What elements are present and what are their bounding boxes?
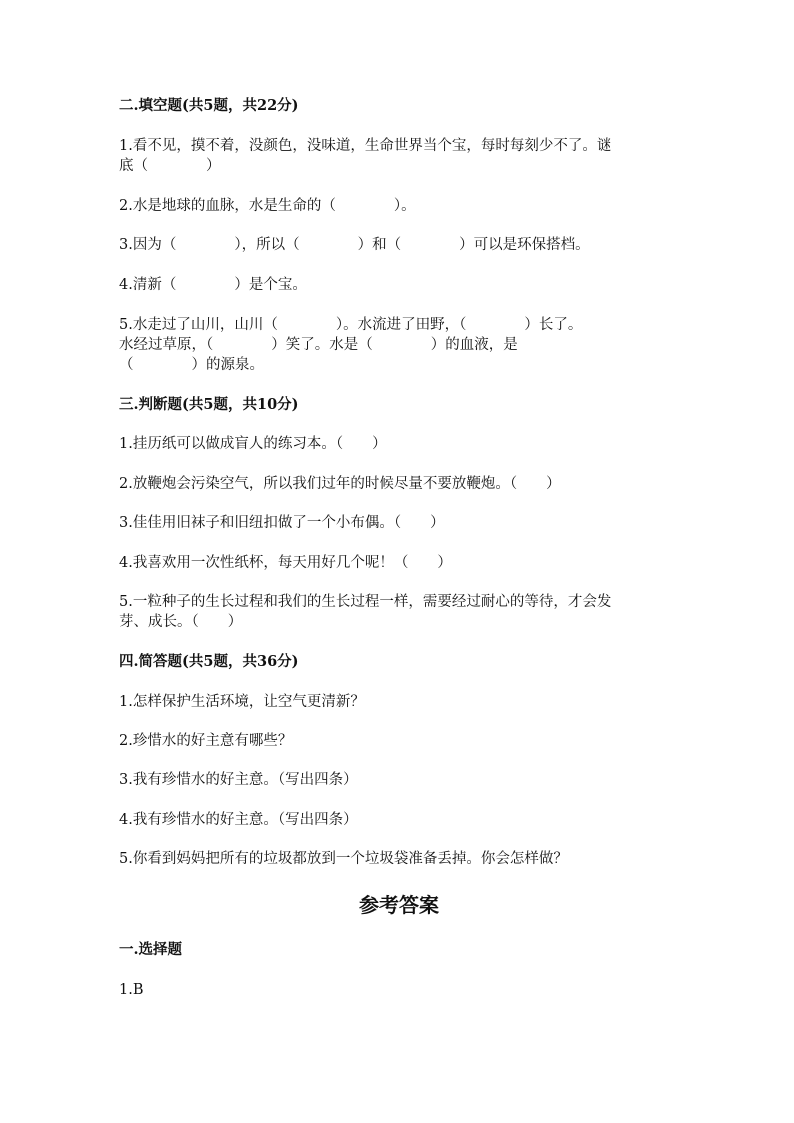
question-fill-5-line1: 5.水走过了山川，山川（ ）。水流进了田野，（ ）长了。 [119, 317, 583, 333]
question-fill-5-line3: （ ）的源泉。 [119, 357, 264, 373]
question-judge-4: 4.我喜欢用一次性纸杯，每天用好几个呢！（ ） [119, 555, 452, 571]
section-heading-short: 四.简答题(共5题，共36分) [119, 653, 299, 670]
question-judge-5-line2: 芽、成长。（ ） [119, 614, 243, 630]
question-fill-1-line2: 底（ ） [119, 158, 221, 174]
question-short-1: 1.怎样保护生活环境，让空气更清新？ [119, 694, 365, 710]
question-fill-3: 3.因为（ ），所以（ ）和（ ）可以是环保搭档。 [119, 237, 590, 253]
question-short-5: 5.你看到妈妈把所有的垃圾都放到一个垃圾袋准备丢掉。你会怎样做？ [119, 851, 568, 867]
answer-section-heading: 一.选择题 [119, 941, 183, 958]
answer-item-1: 1.B [119, 982, 144, 998]
question-judge-5-line1: 5.一粒种子的生长过程和我们的生长过程一样，需要经过耐心的等待，才会发 [119, 594, 612, 610]
question-judge-3: 3.佳佳用旧袜子和旧纽扣做了一个小布偶。（ ） [119, 515, 445, 531]
section-heading-judge: 三.判断题(共5题，共10分) [119, 396, 299, 413]
question-judge-2: 2.放鞭炮会污染空气，所以我们过年的时候尽量不要放鞭炮。（ ） [119, 476, 561, 492]
question-short-4: 4.我有珍惜水的好主意。（写出四条） [119, 812, 358, 828]
question-short-3: 3.我有珍惜水的好主意。（写出四条） [119, 772, 358, 788]
question-fill-5-line2: 水经过草原，（ ）笑了。水是（ ）的血液，是 [119, 337, 518, 353]
question-fill-1-line1: 1.看不见，摸不着，没颜色，没味道，生命世界当个宝，每时每刻少不了。谜 [119, 138, 612, 154]
section-heading-fill: 二.填空题(共5题，共22分) [119, 97, 299, 114]
question-fill-4: 4.清新（ ）是个宝。 [119, 277, 307, 293]
question-fill-2: 2.水是地球的血脉，水是生命的（ ）。 [119, 198, 416, 214]
question-short-2: 2.珍惜水的好主意有哪些？ [119, 733, 293, 749]
question-judge-1: 1.挂历纸可以做成盲人的练习本。（ ） [119, 436, 387, 452]
answer-key-title: 参考答案 [359, 893, 439, 917]
